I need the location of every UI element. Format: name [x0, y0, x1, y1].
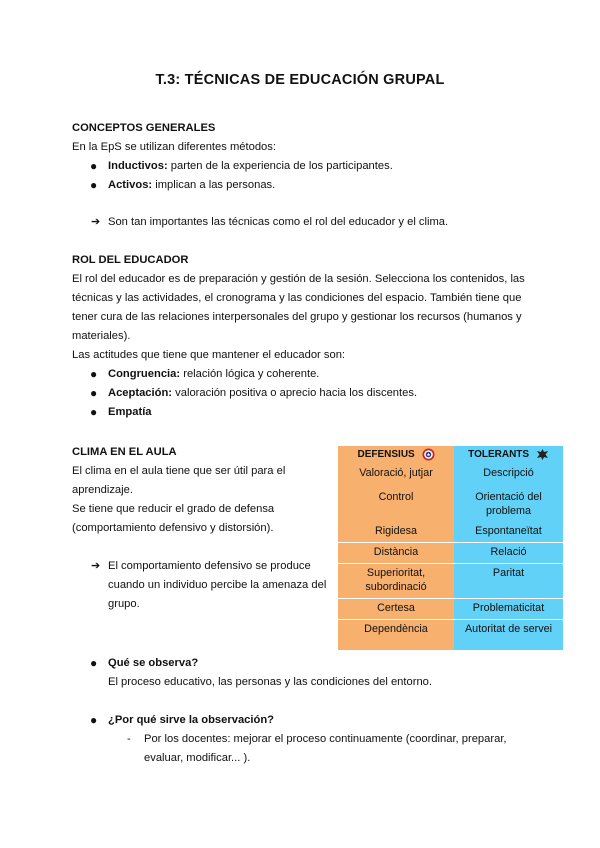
eagle-emblem-icon: [536, 448, 549, 461]
arrow-item-text: Son tan importantes las técnicas como el rol del educador y el clima.: [108, 216, 449, 228]
list-item: [90, 178, 276, 192]
table-header-row: [338, 446, 563, 464]
list-item: [90, 405, 152, 419]
defensius-cell: Control: [338, 488, 454, 522]
bullet-icon: ●: [90, 159, 98, 173]
bullet-icon: ●: [90, 656, 98, 670]
tolerants-cell: Paritat: [454, 564, 563, 599]
rol-paragraph-line: tener cura de las relaciones interpersonales del grupo y gestionar los recursos (humanos y: [72, 311, 522, 323]
list-item-term: Aceptación:: [108, 387, 173, 399]
list-item-term: Activos:: [108, 179, 153, 191]
page-title: T.3: TÉCNICAS DE EDUCACIÓN GRUPAL: [155, 72, 445, 88]
defensius-cell: Rigidesa: [338, 522, 454, 543]
question-text: Qué se observa?: [108, 657, 199, 669]
arrow-item-text: cuando un individuo percibe la amenaza del: [108, 579, 327, 591]
tolerants-cell: Orientació del problema: [454, 488, 563, 522]
table-header-defensius: DEFENSIUS: [338, 446, 454, 464]
table-row: [338, 488, 563, 522]
section-heading-clima: CLIMA EN EL AULA: [72, 446, 177, 458]
question-text: ¿Por qué sirve la observación?: [108, 714, 275, 726]
conceptos-intro: En la EpS se utilizan diferentes métodos:: [72, 141, 276, 153]
defensius-tolerants-table: [338, 446, 563, 650]
list-item-text: relación lógica y coherente.: [180, 368, 320, 380]
table-row: [338, 620, 563, 651]
list-item-text: valoración positiva o aprecio hacia los discentes.: [172, 387, 418, 399]
bullet-icon: ●: [90, 367, 98, 381]
arrow-item-text: El comportamiento defensivo se produce: [108, 560, 311, 572]
defensius-cell: Certesa: [338, 599, 454, 620]
table-row: [338, 543, 563, 564]
arrow-item: [91, 216, 449, 228]
bullet-icon: ●: [90, 713, 98, 727]
bullet-icon: ●: [90, 386, 98, 400]
table-row: [338, 522, 563, 543]
tolerants-cell: Problematicitat: [454, 599, 563, 620]
list-item-text: parten de la experiencia de los participantes.: [167, 160, 393, 172]
table-header-tolerants: TOLERANTS: [454, 446, 563, 464]
list-item-term: Inductivos:: [108, 160, 168, 172]
bullet-icon: ●: [90, 405, 98, 419]
dash-item-text: Por los docentes: mejorar el proceso continuamente (coordinar, preparar,: [144, 733, 507, 745]
arrow-right-icon: ➔: [91, 216, 101, 228]
section-heading-rol: ROL DEL EDUCADOR: [72, 254, 189, 266]
defensius-cell: Distància: [338, 543, 454, 564]
dash-item: [127, 733, 507, 745]
list-item: [90, 367, 320, 381]
defensius-cell: Valoració, jutjar: [338, 464, 454, 488]
list-item: [90, 159, 393, 173]
bullet-icon: ●: [90, 178, 98, 192]
clima-paragraph-line: aprendizaje.: [72, 484, 133, 496]
clima-paragraph-line: Se tiene que reducir el grado de defensa: [72, 503, 275, 515]
dash-item-text: evaluar, modificar... ).: [144, 752, 251, 764]
defensius-cell: Superioritat, subordinació: [338, 564, 454, 599]
table-row: [338, 564, 563, 599]
dash-icon: -: [127, 733, 131, 745]
list-item-text: implican a las personas.: [152, 179, 276, 191]
tolerants-cell: Relació: [454, 543, 563, 564]
list-item: [90, 386, 418, 400]
rol-paragraph-line: técnicas y las actividades, el cronograma y las condiciones del espacio. También tiene que: [72, 292, 522, 304]
list-item-term: Congruencia:: [108, 368, 181, 380]
list-item: [90, 656, 199, 670]
rol-paragraph-line: materiales).: [72, 330, 131, 342]
arrow-item-text: grupo.: [108, 598, 140, 610]
rol-paragraph-line: El rol del educador es de preparación y gestión de la sesión. Selecciona los contenidos, las: [72, 273, 525, 285]
rol-paragraph-line: Las actitudes que tiene que mantener el educador son:: [72, 349, 346, 361]
clima-paragraph-line: (comportamiento defensivo y distorsión).: [72, 522, 274, 534]
answer-text: El proceso educativo, las personas y las condiciones del entorno.: [108, 676, 433, 688]
shield-target-icon: [422, 448, 435, 461]
list-item-term: Empatía: [108, 406, 152, 418]
section-heading-conceptos: CONCEPTOS GENERALES: [72, 122, 216, 134]
table-row: [338, 464, 563, 488]
clima-paragraph-line: El clima en el aula tiene que ser útil para el: [72, 465, 286, 477]
table-row: [338, 599, 563, 620]
arrow-right-icon: ➔: [91, 560, 101, 572]
tolerants-cell: Espontaneïtat: [454, 522, 563, 543]
tolerants-cell: Descripció: [454, 464, 563, 488]
tolerants-cell: Autoritat de servei: [454, 620, 563, 651]
list-item: [90, 713, 275, 727]
defensius-cell: Dependència: [338, 620, 454, 651]
arrow-item: [91, 560, 311, 572]
